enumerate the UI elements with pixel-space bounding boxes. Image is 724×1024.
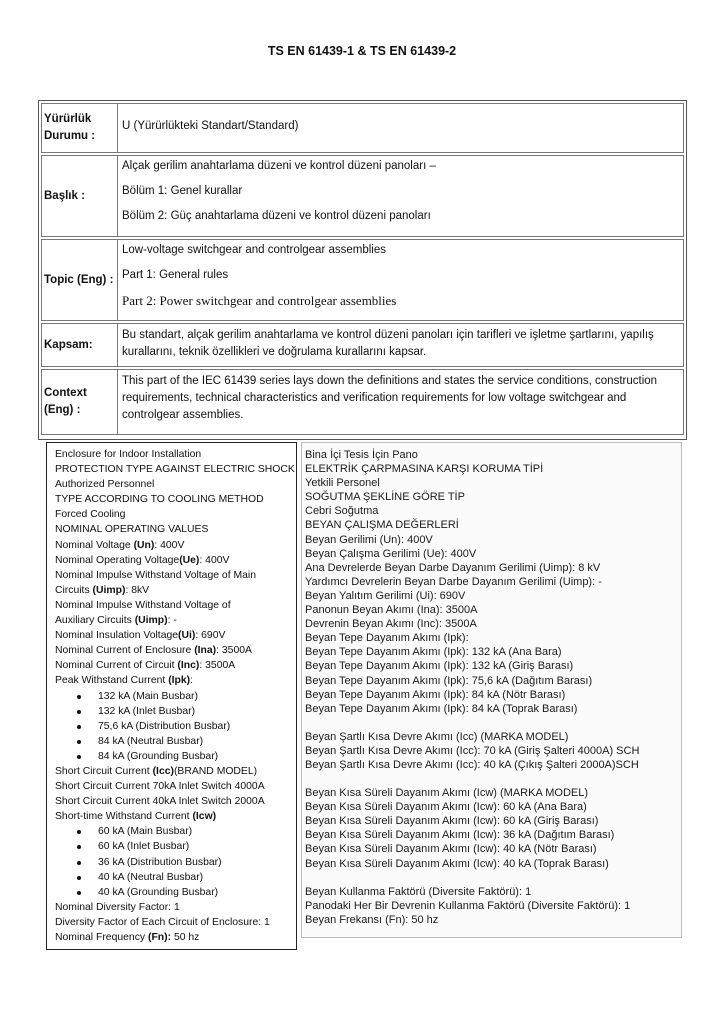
tr-line: Beyan Kısa Süreli Dayanım Akımı (Icw): 40 kA (Nötr Barası) (305, 843, 597, 856)
baslik-row (41, 155, 684, 237)
bullet-item: 132 kA (Inlet Busbar) (55, 704, 296, 719)
status-value: U (Yürürlükteki Standart/Standard) (122, 120, 299, 132)
spec-line: Short Circuit Current (Icc)(BRAND MODEL) (55, 765, 258, 777)
tr-line: BEYAN ÇALIŞMA DEĞERLERİ (305, 519, 459, 532)
bullet-item: 84 kA (Grounding Busbar) (55, 749, 296, 764)
tr-line: Beyan Kısa Süreli Dayanım Akımı (Icw): 60 kA (Ana Bara) (305, 801, 587, 814)
topic-line: Low-voltage switchgear and controlgear assemblies (122, 244, 387, 256)
tr-line: Beyan Tepe Dayanım Akımı (Ipk): 84 kA (Nötr Barası) (305, 688, 566, 701)
bullet-dot-icon (77, 861, 81, 865)
baslik-line: Alçak gerilim anahtarlama düzeni ve kontrol düzeni panoları – (122, 160, 436, 172)
spec-line: Nominal Operating Voltage(Ue): 400V (55, 554, 230, 566)
bullet-dot-icon (77, 755, 81, 759)
context-label-line-2: (Eng) : (44, 404, 81, 416)
spec-line: Nominal Diversity Factor: 1 (55, 901, 180, 913)
spec-line: Nominal Frequency (Fn): 50 hz (55, 932, 200, 943)
bullet-item: 40 kA (Neutral Busbar) (55, 870, 296, 885)
tr-line: Bina İçi Tesis İçin Pano (305, 449, 418, 461)
context-row (41, 369, 684, 435)
spec-line: Peak Withstand Current (Ipk): (55, 675, 194, 687)
status-label-line-2: Durumu : (44, 130, 96, 142)
bullet-item: 60 kA (Inlet Busbar) (55, 839, 296, 854)
bullet-dot-icon (77, 740, 81, 744)
spec-line: Nominal Current of Circuit (Inc): 3500A (55, 660, 236, 672)
spec-line: PROTECTION TYPE AGAINST ELECTRIC SHOCK (55, 464, 295, 476)
spec-line: Circuits (Uimp): 8kV (55, 584, 150, 596)
tr-line: Cebri Soğutma (305, 505, 379, 518)
tr-line: Beyan Kısa Süreli Dayanım Akımı (Icw): 36 kA (Dağıtım Barası) (305, 829, 615, 842)
tr-line: Beyan Kısa Süreli Dayanım Akımı (Icw) (MARKA MODEL) (305, 787, 589, 800)
tr-line: SOĞUTMA ŞEKLİNE GÖRE TİP (305, 491, 465, 504)
spec-line: Forced Cooling (55, 509, 126, 521)
topic-value-cell (117, 240, 683, 320)
topic-line: Part 1: General rules (122, 269, 229, 281)
bullet-dot-icon (77, 725, 81, 729)
bullet-dot-icon (77, 710, 81, 714)
tr-line: Panonun Beyan Akımı (Ina): 3500A (305, 604, 478, 617)
tr-line: Beyan Şartlı Kısa Devre Akımı (Icc) (MARKA MODEL) (305, 730, 569, 743)
kapsam-row (41, 323, 684, 367)
context-label-line-1: Context (44, 387, 87, 399)
tr-line: Devrenin Beyan Akımı (Inc): 3500A (305, 618, 477, 631)
spec-line: Nominal Impulse Withstand Voltage of Main (55, 569, 256, 581)
baslik-line: Bölüm 1: Genel kurallar (122, 185, 243, 197)
spec-line: Enclosure for Indoor Installation (55, 449, 202, 460)
bullet-dot-icon (77, 876, 81, 880)
bullet-item: 132 kA (Main Busbar) (55, 689, 296, 704)
tr-line: Beyan Yalıtım Gerilimi (Ui): 690V (305, 589, 466, 602)
document-title: TS EN 61439-1 & TS EN 61439-2 (267, 44, 457, 58)
tr-line: ELEKTRİK ÇARPMASINA KARŞI KORUMA TİPİ (305, 463, 544, 476)
tr-line: Beyan Gerilimi (Un): 400V (305, 533, 433, 546)
tr-line: Beyan Tepe Dayanım Akımı (Ipk): 84 kA (Toprak Barası) (305, 702, 578, 715)
tr-line: Panodaki Her Bir Devrenin Kullanma Faktörü (Diversite Faktörü): 1 (305, 899, 631, 912)
status-row (41, 103, 684, 153)
kapsam-value-cell (117, 324, 683, 366)
spec-line: Short Circuit Current 40kA Inlet Switch 2000A (55, 796, 265, 808)
status-label (44, 104, 114, 152)
spec-line: Nominal Voltage (Un): 400V (55, 539, 185, 551)
spec-line: Short-time Withstand Current (Icw) (55, 811, 217, 823)
status-value-cell (117, 104, 683, 152)
tr-line: Yardımcı Devrelerin Beyan Darbe Dayanım Gerilimi (Uimp): - (305, 575, 602, 588)
tr-line: Beyan Frekansı (Fn): 50 hz (305, 913, 439, 926)
spec-line: TYPE ACCORDING TO COOLING METHOD (55, 494, 264, 506)
tr-line: Beyan Kısa Süreli Dayanım Akımı (Icw): 60 kA (Giriş Barası) (305, 815, 599, 828)
tr-line: Beyan Tepe Dayanım Akımı (Ipk): 132 kA (Ana Bara) (305, 646, 562, 659)
bullet-dot-icon (77, 891, 81, 895)
bullet-item: 36 kA (Distribution Busbar) (55, 855, 296, 870)
tr-line: Beyan Kullanma Faktörü (Diversite Faktörü): 1 (305, 885, 532, 898)
topic-row (41, 239, 684, 321)
bullet-item: 40 kA (Grounding Busbar) (55, 885, 296, 900)
topic-line: Part 2: Power switchgear and controlgear assemblies (122, 293, 397, 308)
context-text: This part of the IEC 61439 series lays down the definitions and states the service conditions, construction requirements, technical characteristics and verification requirements for low voltage switchgear and controlgear assemblies. (122, 375, 658, 421)
spec-line: Short Circuit Current 70kA Inlet Switch 4000A (55, 781, 265, 793)
tr-line: Ana Devrelerde Beyan Darbe Dayanım Gerilimi (Uimp): 8 kV (305, 561, 601, 574)
tr-line: Beyan Tepe Dayanım Akımı (Ipk): 132 kA (Giriş Barası) (305, 660, 574, 673)
standard-info-table (38, 100, 687, 440)
spec-line: Nominal Insulation Voltage(Ui): 690V (55, 630, 226, 642)
spec-line: Nominal Current of Enclosure (Ina): 3500A (55, 645, 252, 657)
context-value-cell (117, 370, 683, 434)
kapsam-label: Kapsam: (44, 339, 93, 351)
baslik-line: Bölüm 2: Güç anahtarlama düzeni ve kontrol düzeni panoları (122, 210, 431, 222)
tr-line: Beyan Çalışma Gerilimi (Ue): 400V (305, 547, 477, 560)
tr-line: Beyan Tepe Dayanım Akımı (Ipk): (305, 632, 469, 645)
baslik-value-cell (117, 156, 683, 236)
baslik-label: Başlık : (44, 190, 85, 202)
spec-line: Auxiliary Circuits (Uimp): - (55, 615, 177, 627)
kapsam-text: Bu standart, alçak gerilim anahtarlama ve kontrol düzeni panoları için tarifleri ve işletme şartlarını, yapılış kurallarını, teknik özellikleri ve doğrulama kurallarını kapsar. (122, 329, 654, 358)
bullet-dot-icon (77, 695, 81, 699)
tr-line: Yetkili Personel (305, 477, 380, 490)
english-specs-box (46, 442, 297, 950)
tr-line: Beyan Şartlı Kısa Devre Akımı (Icc): 40 kA (Çıkış Şalteri 2000A)SCH (305, 758, 639, 771)
tr-line: Beyan Kısa Süreli Dayanım Akımı (Icw): 40 kA (Toprak Barası) (305, 857, 609, 870)
turkish-specs-box (301, 442, 682, 938)
tr-line: Beyan Tepe Dayanım Akımı (Ipk): 75,6 kA (Dağıtım Barası) (305, 674, 593, 687)
spec-line: Nominal Impulse Withstand Voltage of (55, 599, 231, 611)
context-label (44, 370, 114, 434)
bullet-item: 84 kA (Neutral Busbar) (55, 734, 296, 749)
spec-line: Diversity Factor of Each Circuit of Enclosure: 1 (55, 916, 270, 928)
bullet-item: 75,6 kA (Distribution Busbar) (55, 719, 296, 734)
status-label-line-1: Yürürlük (44, 113, 92, 125)
topic-label: Topic (Eng) : (44, 274, 114, 286)
spec-line: NOMINAL OPERATING VALUES (55, 524, 209, 536)
spec-line: Authorized Personnel (55, 479, 155, 491)
tr-line: Beyan Şartlı Kısa Devre Akımı (Icc): 70 kA (Giriş Şalteri 4000A) SCH (305, 744, 640, 757)
bullet-item: 60 kA (Main Busbar) (55, 824, 296, 839)
